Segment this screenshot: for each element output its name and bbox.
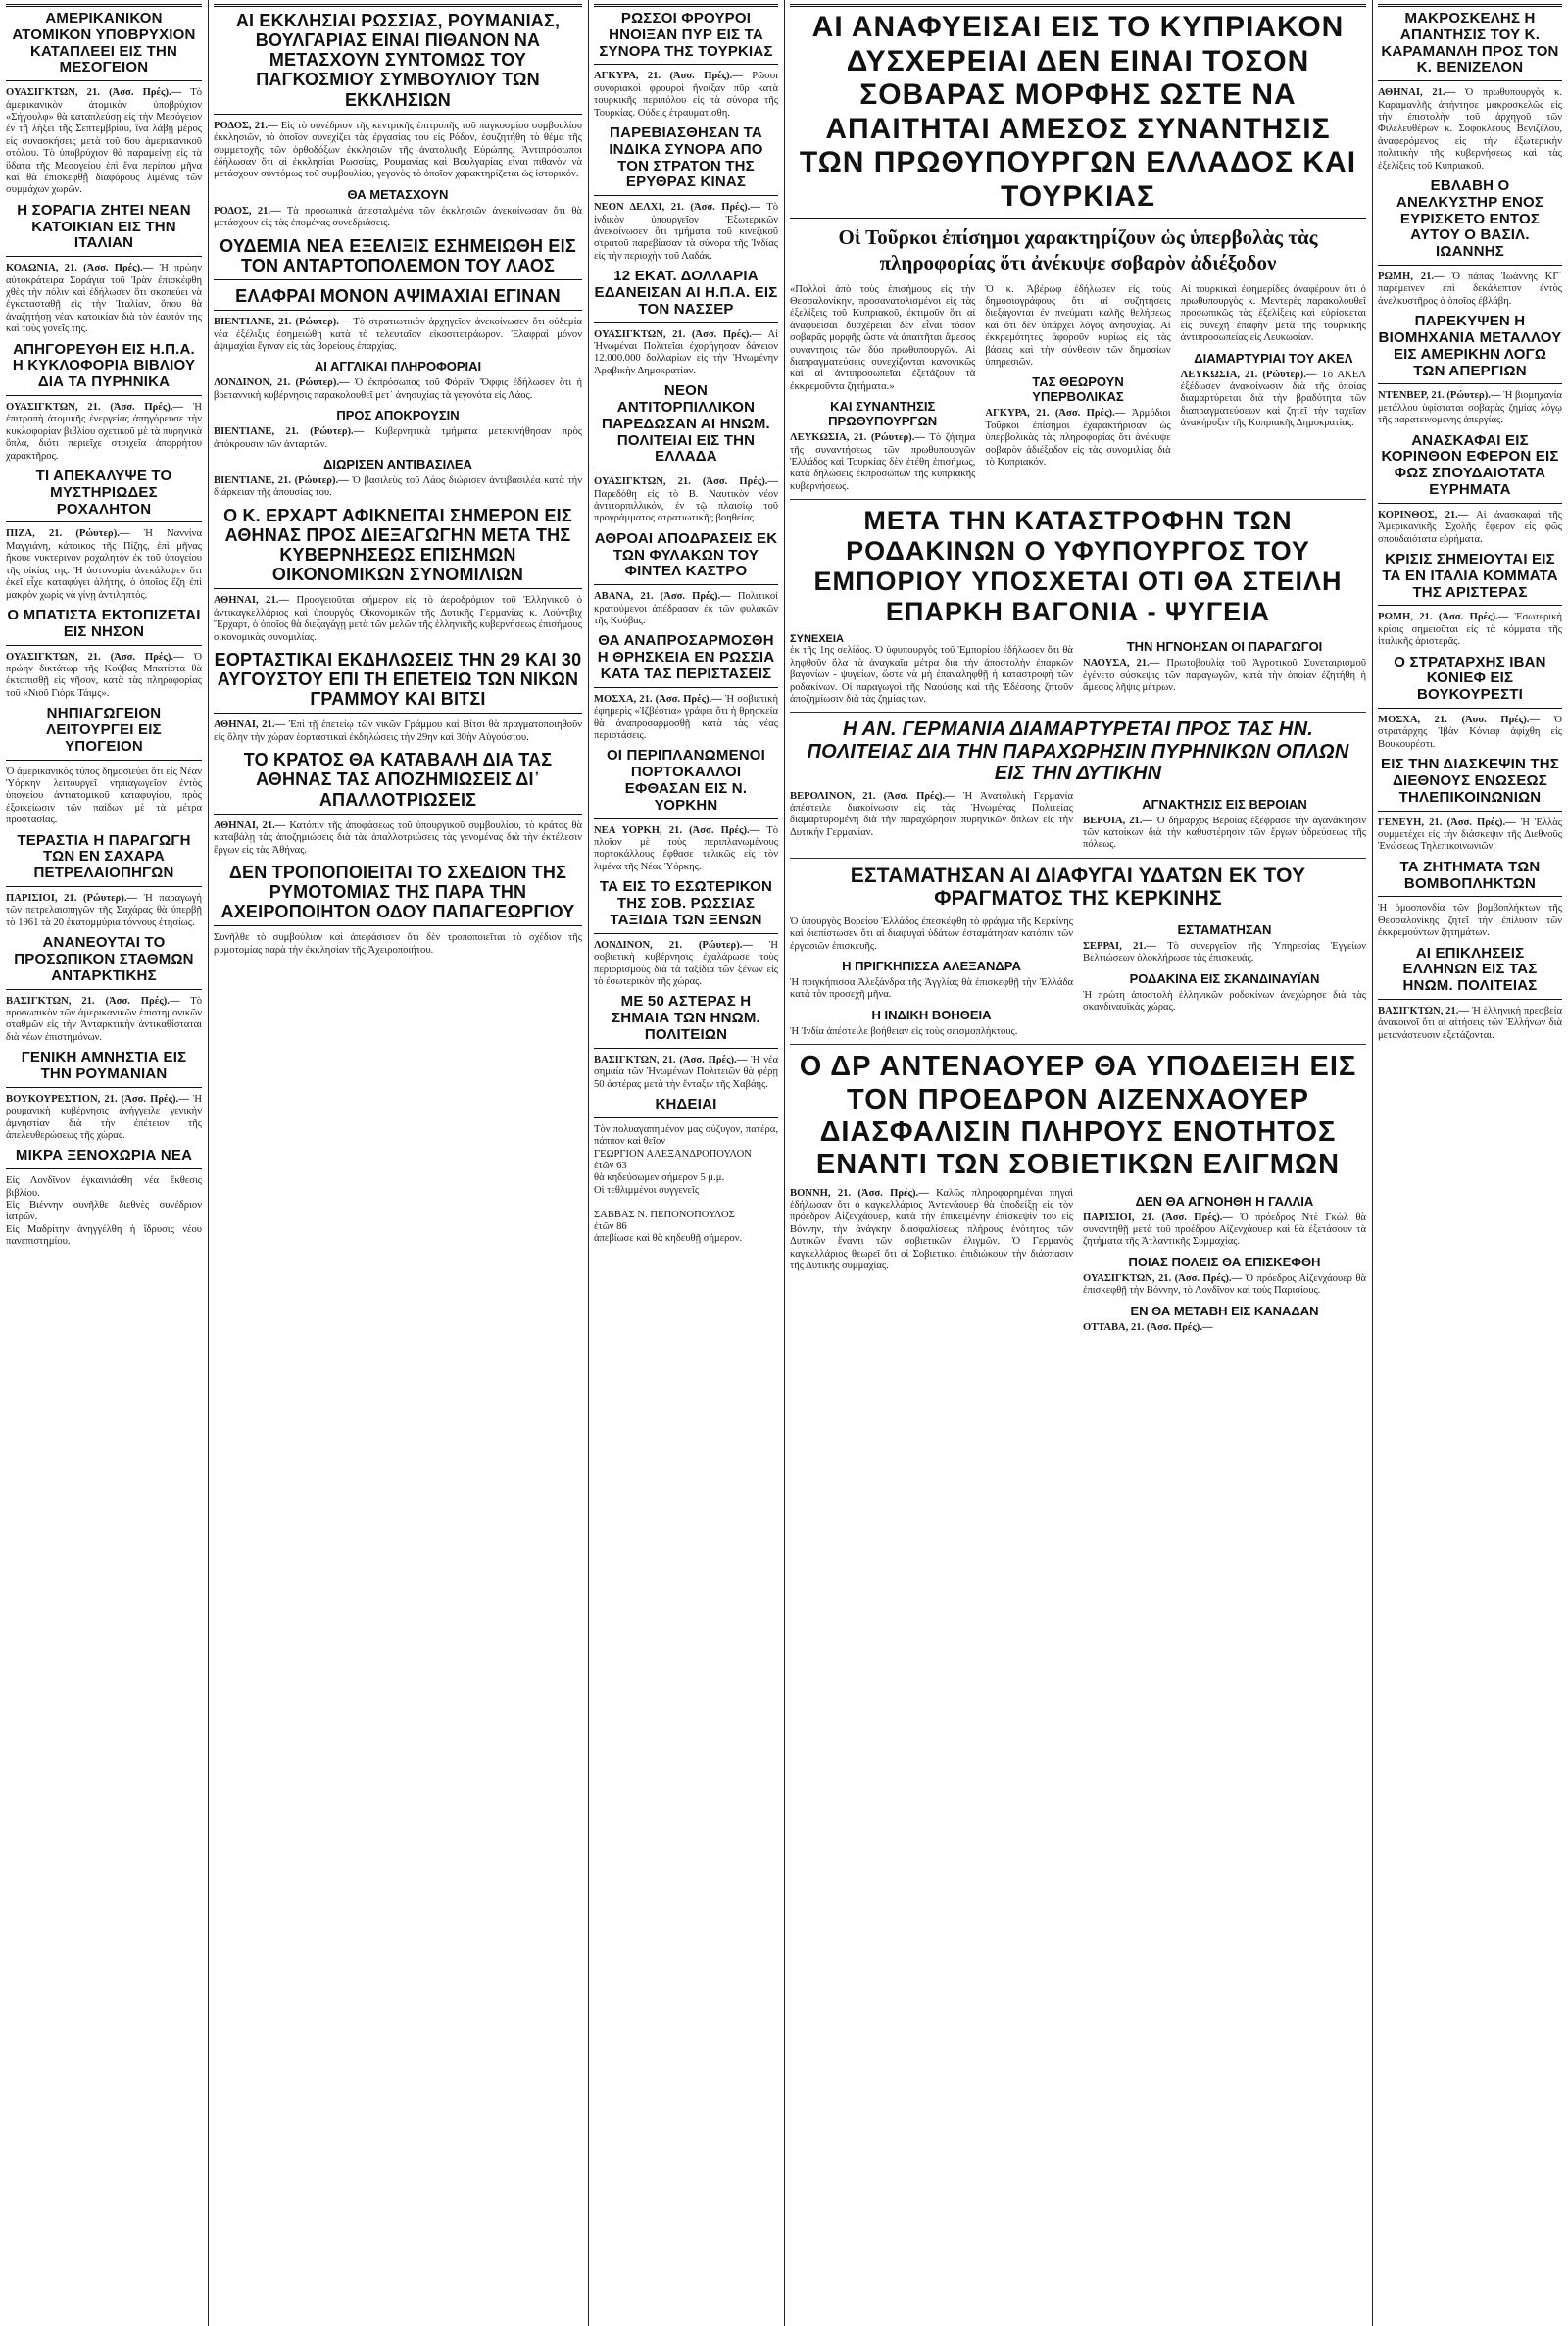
dateline: ΟΥΑΣΙΓΚΤΩΝ, 21. (Ἀσσ. Πρές).—	[6, 402, 184, 414]
article-body	[1378, 510, 1562, 546]
article-headline: ΑΠΗΓΟΡΕΥΘΗ ΕΙΣ Η.Π.Α. Η ΚΥΚΛΟΦΟΡΙΑ ΒΙΒΛΙΟΥ ΔΙΑ ΤΑ ΠΥΡΗΝΙΚΑ	[6, 342, 202, 396]
article-headline: ΓΕΝΙΚΗ ΑΜΝΗΣΤΙΑ ΕΙΣ ΤΗΝ ΡΟΥΜΑΝΙΑΝ	[6, 1050, 202, 1088]
lead-story	[790, 4, 1366, 493]
article-headline: ΕΙΣ ΤΗΝ ΔΙΑΣΚΕΨΙΝ ΤΗΣ ΔΙΕΘΝΟΥΣ ΕΝΩΣΕΩΣ ΤΗΛΕΠΙΚΟΙΝΩΝΙΩΝ	[1378, 757, 1562, 811]
article-headline: ΤΑ ΕΙΣ ΤΟ ΕΣΩΤΕΡΙΚΟΝ ΤΗΣ ΣΟΒ. ΡΩΣΣΙΑΣ ΤΑΞΙΔΙΑ ΤΩΝ ΞΕΝΩΝ	[594, 879, 778, 933]
lead-subhead: ΚΑΙ ΣΥΝΑΝΤΗΣΙΣ ΠΡΩΘΥΠΟΥΡΓΩΝ	[828, 399, 938, 429]
germany-subhead: ΑΓΝΑΚΤΗΣΙΣ ΕΙΣ ΒΕΡΟΙΑΝ	[1142, 796, 1307, 812]
article	[6, 608, 202, 700]
article	[1378, 655, 1562, 752]
article	[1378, 946, 1562, 1043]
kerkini-subhead: ΕΣΤΑΜΑΤΗΣΑΝ	[1177, 921, 1272, 937]
article	[214, 4, 582, 181]
dateline: ΚΟΛΩΝΙΑ, 21. (Ἀσσ. Πρές).—	[6, 263, 154, 274]
article-body	[6, 1094, 202, 1143]
dateline: ΡΟΔΟΣ, 21.—	[214, 120, 278, 131]
dateline: ΑΘΗΝΑΙ, 21.—	[1378, 87, 1456, 99]
article-headline: ΟΙ ΠΕΡΙΠΛΑΝΩΜΕΝΟΙ ΠΟΡΤΟΚΑΛΛΟΙ ΕΦΘΑΣΑΝ ΕΙΣ Ν. ΥΟΡΚΗΝ	[594, 748, 778, 818]
dateline: ΜΟΣΧΑ, 21. (Ἀσσ. Πρές).—	[1378, 715, 1541, 726]
column-2	[214, 0, 582, 2326]
article	[594, 879, 778, 988]
article-headline: ΡΩΣΣΟΙ ΦΡΟΥΡΟΙ ΗΝΟΙΞΑΝ ΠΥΡ ΕΙΣ ΤΑ ΣΥΝΟΡΑ ΤΗΣ ΤΟΥΡΚΙΑΣ	[594, 4, 778, 65]
article-text: Ἐσωτερικὴ κρίσις σημειοῦται εἰς τὰ κόμματα τῆς ἰταλικῆς ἀριστερᾶς.	[1378, 612, 1562, 648]
article	[1378, 860, 1562, 940]
article-body	[594, 202, 778, 263]
article-headline: ΤΙ ΑΠΕΚΑΛΥΨΕ ΤΟ ΜΥΣΤΗΡΙΩΔΕΣ ΡΟΧΑΛΗΤΟΝ	[6, 469, 202, 522]
article-text: Αἱ ἀνασκαφαὶ τῆς Ἀμερικανικῆς Σχολῆς ἔφερον εἰς φῶς σπουδαιότατα εὑρήματα.	[1378, 509, 1562, 545]
article-body	[214, 377, 582, 402]
article-body	[214, 206, 582, 230]
article-text: Τὰ προσωπικὰ ἀπεσταλμένα τῶν ἐκκλησιῶν ἀνεκοίνωσαν ὅτι θὰ μετάσχουν εἰς τὰς ἐπομένας συνεδριάσεις.	[214, 205, 582, 229]
article	[1378, 314, 1562, 426]
article	[6, 1148, 202, 1248]
article-headline: ΑΙ ΕΠΙΚΛΗΣΕΙΣ ΕΛΛΗΝΩΝ ΕΙΣ ΤΑΣ ΗΝΩΜ. ΠΟΛΙΤΕΙΑΣ	[1378, 946, 1562, 1000]
article-body	[214, 317, 582, 353]
dateline: ΝΤΕΝΒΕΡ, 21. (Ρώυτερ).—	[1378, 390, 1501, 402]
article-text: Ὁ πρώην δικτάτωρ τῆς Κούβας Μπατίστα θὰ ἐκτοπισθῇ εἰς νῆσον, κατὰ τὰς πληροφορίας τοῦ «Νιοῦ Γιὸρκ Τάιμς».	[6, 651, 202, 699]
dateline: ΑΓΚΥΡΑ, 21. (Ἀσσ. Πρές).—	[594, 71, 743, 82]
lead-subhead: ΔΙΑΜΑΡΤΥΡΙΑΙ ΤΟΥ ΑΚΕΛ	[1194, 350, 1353, 366]
article-text: Ὁ ἐκπρόσωπος τοῦ Φόρεϊν Ὄφφις ἐδήλωσεν ὅτι ἡ βρεταννικὴ κυβέρνησις παρακολουθεῖ μετ᾽ ἀνησυχίας τὰ γεγονότα εἰς Λάος.	[214, 377, 582, 401]
dateline: ΡΟΔΟΣ, 21.—	[214, 205, 281, 217]
article	[214, 359, 582, 402]
article	[6, 706, 202, 826]
article-body	[6, 1175, 202, 1248]
dateline: ΑΘΗΝΑΙ, 21.—	[214, 719, 286, 731]
dateline: ΟΥΑΣΙΓΚΤΩΝ, 21. (Ἀσσ. Πρές).—	[594, 476, 778, 488]
article-headline: ΑΝΑΣΚΑΦΑΙ ΕΙΣ ΚΟΡΙΝΘΟΝ ΕΦΕΡΟΝ ΕΙΣ ΦΩΣ ΣΠΟΥΔΑΙΟΤΑΤΑ ΕΥΡΗΜΑΤΑ	[1378, 433, 1562, 504]
kerkini-subhead: Η ΠΡΙΓΚΗΠΙΣΣΑ ΑΛΕΞΑΝΔΡΑ	[842, 959, 1021, 974]
article-text: Ἡ παραγωγὴ τῶν πετρελαιοπηγῶν τῆς Σαχάρας θὰ ὑπερβῇ τὸ 1961 τὰ 20 ἑκατομμύρια τόννους ἐτησίως.	[6, 892, 202, 928]
article-headline: ΑΜΕΡΙΚΑΝΙΚΟΝ ΑΤΟΜΙΚΟΝ ΥΠΟΒΡΥΧΙΟΝ ΚΑΤΑΠΛΕΕΙ ΕΙΣ ΤΗΝ ΜΕΣΟΓΕΙΟΝ	[6, 4, 202, 81]
article-body	[594, 476, 778, 525]
article-body	[6, 652, 202, 701]
article-subhead: ΠΡΟΣ ΑΠΟΚΡΟΥΣΙΝ	[336, 408, 460, 423]
adenauer-body: Ὁ πρόεδρος Ντὲ Γκὼλ θὰ συναντηθῇ μετὰ τοῦ προέδρου Αἰζενχάουερ καὶ θὰ ἐξετάσουν τὰ ζητήματα τῆς Ἀτλαντικῆς Συμμαχίας.	[1083, 1212, 1366, 1248]
adenauer-subhead: ΕΝ ΘΑ ΜΕΤΑΒΗ ΕΙΣ ΚΑΝΑΔΑΝ	[1130, 1303, 1319, 1318]
article-body	[1378, 1006, 1562, 1042]
article-headline: ΚΡΙΣΙΣ ΣΗΜΕΙΟΥΤΑΙ ΕΙΣ ΤΑ ΕΝ ΙΤΑΛΙΑ ΚΟΜΜΑΤΑ ΤΗΣ ΑΡΙΣΤΕΡΑΣ	[1378, 552, 1562, 606]
article-headline: ΜΕ 50 ΑΣΤΕΡΑΣ Η ΣΗΜΑΙΑ ΤΩΝ ΗΝΩΜ. ΠΟΛΙΤΕΙΩΝ	[594, 994, 778, 1048]
dateline: ΝΕΑ ΥΟΡΚΗ, 21. (Ἀσσ. Πρές).—	[594, 824, 760, 836]
column-rule	[1372, 0, 1373, 2326]
article-headline: ΤΟ ΚΡΑΤΟΣ ΘΑ ΚΑΤΑΒΑΛΗ ΔΙΑ ΤΑΣ ΑΘΗΝΑΣ ΤΑΣ ΑΠΟΖΗΜΙΩΣΕΙΣ ΔΙ᾽ ΑΠΑΛΛΟΤΡΙΩΣΕΙΣ	[214, 750, 582, 814]
adenauer-body: Καλῶς πληροφορημέναι πηγαὶ ἐδήλωσαν ὅτι ὁ καγκελλάριος Ἀντενάουερ θὰ ὑποδείξῃ εἰς τὸν πρόεδρον Αἰζενχάουερ, κατὰ τὴν ἐπικειμένην ἐπίσκεψίν του εἰς Βόννην, τὴν ἀνάγκην διασφαλίσεως πλήρους ἑνότητος τῶν Δυτικῶν ἔναντι τῶν σοβιετικῶν ἐλιγμῶν. Ὁ Γερμανὸς καγκελλάριος θεωρεῖ ὅτι οἱ Σοβιετικοὶ ἐπιδιώκουν τὴν διάσπασιν τῆς Δυτικῆς συμμαχίας.	[790, 1187, 1073, 1272]
column-1	[6, 0, 202, 2326]
article-text: Εἰς τὸ συνέδριον τῆς κεντρικῆς ἐπιτροπῆς τοῦ παγκοσμίου συμβουλίου ἐκκλησιῶν, τὸ ὁποῖον συνεχίζει τὰς ἐργασίας του εἰς Ρόδον, ἐσυζητήθη τὸ θέμα τῆς συμμετοχῆς τῶν ὀρθοδόξων ἐκκλησιῶν τῆς ἀνατολικῆς Εὐρώπης. Ἀντιπρόσωποι ἐδήλωσαν ὅτι αἱ ἐκκλησίαι Ρωσσίας, Ρουμανίας καὶ Βουλγαρίας εἶναι πιθανὸν νὰ μετάσχουν συντόμως τοῦ συμβουλίου, γεγονὸς τὸ ὁποῖον χαρακτηρίζεται ὡς ἱστορικόν.	[214, 120, 582, 180]
article	[214, 650, 582, 744]
article-body	[6, 528, 202, 601]
lead-headline: ΑΙ ΑΝΑΦΥΕΙΣΑΙ ΕΙΣ ΤΟ ΚΥΠΡΙΑΚΟΝ ΔΥΣΧΕΡΕΙΑΙ ΔΕΝ ΕΙΝΑΙ ΤΟΣΟΝ ΣΟΒΑΡΑΣ ΜΟΡΦΗΣ ΩΣΤΕ ΝΑ ΑΠΑΙΤΗΤΑΙ ΑΜΕΣΟΣ ΣΥΝΑΝΤΗΣΙΣ ΤΩΝ ΠΡΩΘΥΠΟΥΡΓΩΝ ΕΛΛΑΔΟΣ ΚΑΙ ΤΟΥΡΚΙΑΣ	[790, 4, 1366, 219]
article-text: Προσγειοῦται σήμερον εἰς τὸ ἀεροδρόμιον τοῦ Ἑλληνικοῦ ὁ ἀντικαγκελλάριος καὶ ὑπουργὸς Οἰκονομικῶν τῆς Δυτικῆς Γερμανίας κ. Λούντβιχ Ἔρχαρτ, ὁ ὁποῖος θὰ διεξαγάγῃ μετὰ τῶν μελῶν τῆς ἑλληνικῆς κυβερνήσεως ἐπισήμους οἰκονομικὰς συνομιλίας.	[214, 595, 582, 643]
column-3	[594, 0, 778, 2326]
dateline: ΑΓΚΥΡΑ, 21. (Ἀσσ. Πρές).—	[985, 408, 1126, 420]
lead-deck: Οἱ Τοῦρκοι ἐπίσημοι χαρακτηρίζουν ὡς ὑπερβολὰς τὰς πληροφορίας ὅτι ἀνέκυψε σοβαρὸν ἀδιέξοδον	[838, 225, 1318, 275]
article	[6, 469, 202, 602]
lead-body: Αἱ τουρκικαὶ ἐφημερίδες ἀναφέρουν ὅτι ὁ πρωθυπουργὸς κ. Μεντερὲς παρακολουθεῖ προσωπικῶς τὰς ἐξελίξεις καὶ εὑρίσκεται εἰς συνεχῆ ἐπαφὴν μετὰ τῆς τουρκικῆς ἀντιπροσωπείας εἰς Λευκωσίαν.	[1180, 283, 1366, 344]
adenauer-subhead: ΔΕΝ ΘΑ ΑΓΝΟΗΘΗ Η ΓΑΛΛΙΑ	[1135, 1193, 1314, 1209]
article-headline: Ο Κ. ΕΡΧΑΡΤ ΑΦΙΚΝΕΙΤΑΙ ΣΗΜΕΡΟΝ ΕΙΣ ΑΘΗΝΑΣ ΠΡΟΣ ΔΙΕΞΑΓΩΓΗΝ ΜΕΤΑ ΤΗΣ ΚΥΒΕΡΝΗΣΕΩΣ ΕΠΙΣΗΜΩΝ ΟΙΚΟΝΟΜΙΚΩΝ ΣΥΝΟΜΙΛΙΩΝ	[214, 506, 582, 590]
article	[214, 863, 582, 957]
article-text: Ἡ Ναννίνα Μαγγιάνη, κάτοικος τῆς Πίζης, ἐπὶ μῆνας ἤκουε νυκτερινὸν ροχαλητὸν ἐκ τοῦ ὑπογείου τῆς οἰκίας της. Ἡ ἀστυνομία ἀνεκάλυψεν ὅτι ἐκεῖ εἶχε καταφύγει ἀλήτης, ὁ ὁποῖος ἔζη ἐπὶ μακρὸν χωρὶς νὰ γίνῃ ἀντιληπτός.	[6, 528, 202, 601]
dateline: ΚΟΡΙΝΘΟΣ, 21.—	[1378, 509, 1469, 520]
article-body	[214, 820, 582, 857]
article	[1378, 552, 1562, 649]
article-text: Πολιτικοὶ κρατούμενοι ἀπέδρασαν ἐκ τῶν φυλακῶν τῆς Κούβας.	[594, 591, 778, 627]
article-headline: ΜΑΚΡΟΣΚΕΛΗΣ Η ΑΠΑΝΤΗΣΙΣ ΤΟΥ Κ. ΚΑΡΑΜΑΝΛΗ ΠΡΟΣ ΤΟΝ Κ. ΒΕΝΙΖΕΛΟΝ	[1378, 4, 1562, 81]
article-text: Ἡ σοβιετικὴ κυβέρνησις ἐχαλάρωσε τοὺς περιορισμοὺς διὰ τὰ ταξίδια τῶν ξένων εἰς τὸ ἐσωτερικὸν τῆς χώρας.	[594, 939, 778, 987]
article	[594, 4, 778, 120]
column-rule	[208, 0, 209, 2326]
article-headline: ΟΥΔΕΜΙΑ ΝΕΑ ΕΞΕΛΙΞΙΣ ΕΣΗΜΕΙΩΘΗ ΕΙΣ ΤΟΝ ΑΝΤΑΡΤΟΠΟΛΕΜΟΝ ΤΟΥ ΛΑΟΣ	[214, 236, 582, 280]
article-body	[214, 719, 582, 744]
article-body	[1378, 87, 1562, 173]
article	[1378, 433, 1562, 546]
article-text: Ὁ βασιλεὺς τοῦ Λάος διώρισεν ἀντιβασιλέα κατὰ τὴν διάρκειαν τῆς ἀπουσίας του.	[214, 474, 582, 499]
article	[6, 342, 202, 463]
article-headline: ΠΑΡΕΒΙΑΣΘΗΣΑΝ ΤΑ ΙΝΔΙΚΑ ΣΥΝΟΡΑ ΑΠΟ ΤΟΝ ΣΤΡΑΤΟΝ ΤΗΣ ΕΡΥΘΡΑΣ ΚΙΝΑΣ	[594, 125, 778, 196]
article	[1378, 757, 1562, 854]
germany-body: Ἡ Ἀνατολικὴ Γερμανία ἀπέστειλε διακοίνωσιν εἰς τὰς Ἡνωμένας Πολιτείας διαμαρτυρομένη διὰ τὴν παραχώρησιν πυρηνικῶν ὅπλων εἰς τὴν Δυτικὴν Γερμανίαν.	[790, 790, 1073, 838]
article-body	[214, 121, 582, 181]
article-text: Ὁ πρωθυπουργὸς κ. Καραμανλῆς ἀπήντησε μακροσκελῶς εἰς τὴν ἐπιστολὴν τοῦ ἀρχηγοῦ τῶν Φιλελευθέρων κ. Σοφοκλέους Βενιζέλου, ἀναφερόμενος εἰς τὴν ἐξωτερικὴν πολιτικὴν τῆς κυβερνήσεως καὶ τὰς ἐξελίξεις τοῦ Κυπριακοῦ.	[1378, 87, 1562, 172]
article	[214, 187, 582, 230]
dateline: ΝΑΟΥΣΑ, 21.—	[1083, 658, 1160, 669]
article-text: Ἡ νέα σημαία τῶν Ἡνωμένων Πολιτειῶν θὰ φέρῃ 50 ἀστέρας μετὰ τὴν ἔνταξιν τῆς Χαβάης.	[594, 1054, 778, 1090]
continued-label: ΣΥΝΕΧΕΙΑ	[790, 633, 844, 646]
article-headline: ΠΑΡΕΚΥΨΕΝ Η ΒΙΟΜΗΧΑΝΙΑ ΜΕΤΑΛΛΟΥ ΕΙΣ ΑΜΕΡΙΚΗΝ ΛΟΓΩ ΤΩΝ ΑΠΕΡΓΙΩΝ	[1378, 314, 1562, 384]
article-body	[6, 402, 202, 463]
dateline: ΒΟΥΚΟΥΡΕΣΤΙΟΝ, 21. (Ἀσσ. Πρές).—	[6, 1093, 189, 1105]
adenauer-headline: Ο ΔΡ ΑΝΤΕΝΑΟΥΕΡ ΘΑ ΥΠΟΔΕΙΞΗ ΕΙΣ ΤΟΝ ΠΡΟΕΔΡΟΝ ΑΙΖΕΝΧΑΟΥΕΡ ΔΙΑΣΦΑΛΙΣΙΝ ΠΛΗΡΟΥΣ ΕΝΟΤΗΤΟΣ ΕΝΑΝΤΙ ΤΩΝ ΣΟΒΙΕΤΙΚΩΝ ΕΛΙΓΜΩΝ	[799, 1051, 1357, 1181]
article-text: Ρῶσοι συνοριακοὶ φρουροὶ ἤνοιξαν πῦρ κατὰ τουρκικῆς περιπόλου εἰς τὰ σύνορα τῆς Τουρκίας. Οὐδεὶς ἐτραυματίσθη.	[594, 71, 778, 119]
article-text: Ὁ ἀμερικανικὸς τύπος δημοσιεύει ὅτι εἰς Νέαν Ὑόρκην λειτουργεῖ νηπιαγωγεῖον ἐντὸς ὑπογείου ἀντιατομικοῦ καταφυγίου, πρὸς ἐξοικείωσιν τῶν παίδων μὲ τὰ μέτρα προστασίας.	[6, 766, 202, 826]
article-body	[594, 591, 778, 627]
article-text: Ἡ ὁμοσπονδία τῶν βομβοπλήκτων τῆς Θεσσαλονίκης ζητεῖ τὴν ἐπίλυσιν τῶν ἐκκρεμούντων ζητημάτων.	[1378, 903, 1562, 939]
article-headline: ΑΙ ΕΚΚΛΗΣΙΑΙ ΡΩΣΣΙΑΣ, ΡΟΥΜΑΝΙΑΣ, ΒΟΥΛΓΑΡΙΑΣ ΕΙΝΑΙ ΠΙΘΑΝΟΝ ΝΑ ΜΕΤΑΣΧΟΥΝ ΣΥΝΤΟΜΩΣ ΤΟΥ ΠΑΓΚΟΣΜΙΟΥ ΣΥΜΒΟΥΛΙΟΥ ΤΩΝ ΕΚΚΛΗΣΙΩΝ	[214, 4, 582, 115]
article-text: Συνῆλθε τὸ συμβούλιον καὶ ἀπεφάσισεν ὅτι δὲν τροποποιεῖται τὸ σχέδιον τῆς ρυμοτομίας παρὰ τὴν ἐκκλησίαν τῆς Ἀχειροποιήτου.	[214, 932, 582, 956]
article	[6, 4, 202, 197]
article-text: Ἡ ρουμανικὴ κυβέρνησις ἀνήγγειλε γενικὴν ἀμνηστίαν διὰ τὴν ἐπέτειον τῆς ἀπελευθερώσεως τῆς χώρας.	[6, 1093, 202, 1141]
kerkini-body: Ὁ ὑπουργὸς Βορείου Ἑλλάδος ἐπεσκέφθη τὸ φράγμα τῆς Κερκίνης καὶ διεπίστωσεν ὅτι αἱ διαφυγαὶ ὑδάτων ἐσταμάτησαν κατόπιν τῶν ἐργασιῶν ἐπισκευῆς.	[790, 916, 1073, 952]
dateline: ΛΕΥΚΩΣΙΑ, 21. (Ρώυτερ).—	[790, 432, 925, 444]
kerkini-body: Ἡ Ἰνδία ἀπέστειλε βοήθειαν εἰς τοὺς σεισμοπλήκτους.	[790, 1025, 1018, 1037]
dateline: ΒΑΣΙΓΚΤΩΝ, 21. (Ἀσσ. Πρές).—	[594, 1054, 748, 1065]
main-area	[790, 0, 1366, 2326]
kerkini-subhead: Η ΙΝΔΙΚΗ ΒΟΗΘΕΙΑ	[871, 1007, 992, 1022]
article	[594, 748, 778, 873]
article	[6, 1050, 202, 1142]
article-text: Ἡ βιομηχανία μετάλλου ὑφίσταται σοβαρὰς ζημίας λόγῳ τῆς παρατεινομένης ἀπεργίας.	[1378, 390, 1562, 426]
article-body	[6, 996, 202, 1045]
article-text: Ἐπὶ τῇ ἐπετείῳ τῶν νικῶν Γράμμου καὶ Βίτσι θὰ πραγματοποιηθοῦν εἰς ὅλην τὴν χώραν ἑορταστικαὶ ἐκδηλώσεις τὴν 29ην καὶ 30ὴν Αὐγούστου.	[214, 719, 582, 743]
peaches-body: ἐκ τῆς 1ης σελίδος. Ὁ ὑφυπουργὸς τοῦ Ἐμπορίου ἐδήλωσεν ὅτι θὰ ληφθοῦν ὅλα τὰ ἀναγκαῖα μέτρα διὰ τὴν ἀποστολὴν ἐπαρκῶν βαγονίων - ψυγείων, ὥστε νὰ μὴ ἐπαναληφθῇ ἡ καταστροφὴ τῶν ροδακίνων. Οἱ παραγωγοὶ τῆς Ναούσης καὶ τῆς Ἐδέσσης ζητοῦν ἀποζημίωσιν διὰ τὰς ζημίας των.	[790, 645, 1073, 705]
lead-body: Ἀρμόδιοι Τοῦρκοι ἐπίσημοι ἐχαρακτήρισαν ὡς ὑπερβολικὰς τὰς πληροφορίας ὅτι ἀνέκυψε σοβαρὸν ἀδιέξοδον εἰς τὰς συνομιλίας διὰ τὸ Κυπριακόν.	[985, 408, 1171, 468]
peaches-headline: ΜΕΤΑ ΤΗΝ ΚΑΤΑΣΤΡΟΦΗΝ ΤΩΝ ΡΟΔΑΚΙΝΩΝ Ο ΥΦΥΠΟΥΡΓΟΣ ΤΟΥ ΕΜΠΟΡΙΟΥ ΥΠΟΣΧΕΤΑΙ ΟΤΙ ΘΑ ΣΤΕΙΛΗ ΕΠΑΡΚΗ ΒΑΓΟΝΙΑ - ΨΥΓΕΙΑ	[813, 506, 1343, 627]
article	[594, 994, 778, 1091]
article-headline: ΘΑ ΑΝΑΠΡΟΣΑΡΜΟΣΘΗ Η ΘΡΗΣΚΕΙΑ ΕΝ ΡΩΣΣΙΑ ΚΑΤΑ ΤΑΣ ΠΕΡΙΣΤΑΣΕΙΣ	[594, 633, 778, 687]
article-text: Παρεδόθη εἰς τὸ Β. Ναυτικὸν νέον ἀντιτορπιλλικόν, ἐν τῷ πλαισίῳ τοῦ προγράμματος στρατιωτικῆς βοηθείας.	[594, 488, 778, 524]
dateline: ΠΑΡΙΣΙΟΙ, 21. (Ἀσσ. Πρές).—	[1083, 1212, 1233, 1223]
dateline: ΑΘΗΝΑΙ, 21.—	[214, 595, 289, 607]
column-6	[1378, 0, 1562, 2326]
lead-subhead: ΤΑΣ ΘΕΩΡΟΥΝ ΥΠΕΡΒΟΛΙΚΑΣ	[1032, 374, 1124, 405]
article	[594, 1097, 778, 1246]
adenauer-story	[790, 1051, 1366, 1334]
article	[214, 750, 582, 857]
article-headline: ΜΙΚΡΑ ΞΕΝΟΧΩΡΙΑ ΝΕΑ	[6, 1148, 202, 1169]
dateline: ΣΕΡΡΑΙ, 21.—	[1083, 940, 1156, 952]
adenauer-subhead: ΠΟΙΑΣ ΠΟΛΕΙΣ ΘΑ ΕΠΙΣΚΕΦΘΗ	[1128, 1254, 1321, 1269]
article-headline: ΔΕΝ ΤΡΟΠΟΠΟΙΕΙΤΑΙ ΤΟ ΣΧΕΔΙΟΝ ΤΗΣ ΡΥΜΟΤΟΜΙΑΣ ΤΗΣ ΠΑΡΑ ΤΗΝ ΑΧΕΙΡΟΠΟΙΗΤΟΝ ΟΔΟΥ ΠΑΠΑΓΕΩΡΓΙΟΥ	[214, 863, 582, 926]
article-text: Ἡ Ἑλλὰς συμμετέχει εἰς τὴν διάσκεψιν τῆς Διεθνοῦς Ἑνώσεως Τηλεπικοινωνιῶν.	[1378, 817, 1562, 853]
article	[1378, 4, 1562, 173]
article-text: Ἡ σοβιετικὴ ἐφημερὶς «Ἰζβέστια» γράφει ὅτι ἡ θρησκεία θὰ ἀναπροσαρμοσθῇ κατὰ τὰς νέας περιστάσεις.	[594, 693, 778, 742]
article-text: Ὁ στρατάρχης Ἰβὰν Κόνιεφ ἀφίχθη εἰς Βουκουρέστι.	[1378, 715, 1562, 750]
article-headline: Ο ΣΤΡΑΤΑΡΧΗΣ ΙΒΑΝ ΚΟΝΙΕΦ ΕΙΣ ΒΟΥΚΟΥΡΕΣΤΙ	[1378, 655, 1562, 709]
dateline: ΒΙΕΝΤΙΑΝΕ, 21. (Ρώυτερ).—	[214, 426, 365, 438]
article-body	[214, 932, 582, 957]
article-text: Εἰς Λονδῖνον ἐγκαινιάσθη νέα ἔκθεσις βιβλίου. Εἰς Βιέννην συνῆλθε διεθνὲς συνέδριον ἰατρῶν. Εἰς Μαδρίτην ἀνηγγέλθη ἡ ἵδρυσις νέου πανεπιστημίου.	[6, 1175, 202, 1248]
article-body	[214, 426, 582, 451]
peaches-story	[790, 506, 1366, 706]
article-subhead: ΔΙΩΡΙΣΕΝ ΑΝΤΙΒΑΣΙΛΕΑ	[323, 456, 472, 471]
dateline: ΟΥΑΣΙΓΚΤΩΝ, 21. (Ἀσσ. Πρές).—	[6, 87, 182, 99]
dateline: ΒΙΕΝΤΙΑΝΕ, 21. (Ρώυτερ).—	[214, 317, 350, 328]
dateline: ΡΩΜΗ, 21. (Ἀσσ. Πρές).—	[1378, 612, 1509, 623]
article	[214, 457, 582, 500]
article-body	[594, 1055, 778, 1091]
article-body	[594, 694, 778, 743]
article-body	[594, 329, 778, 378]
article	[594, 531, 778, 628]
article-text: Ἡ ἐπιτροπὴ ἀτομικῆς ἐνεργείας ἀπηγόρευσε τὴν κυκλοφορίαν βιβλίου σχετικοῦ μὲ τὰ πυρηνικὰ ὅπλα, διότι περιεῖχε στοιχεῖα ἀπορρήτου χαρακτῆρος.	[6, 402, 202, 462]
article-text: Ὁ πάπας Ἰωάννης ΚΓ΄ παρέμεινεν ἐπὶ δεκάλεπτον ἐντὸς ἀνελκυστῆρος ὁ ὁποῖος ἐβλάβη.	[1378, 272, 1562, 307]
article	[214, 506, 582, 644]
dateline: ΒΑΣΙΓΚΤΩΝ, 21.—	[1378, 1006, 1469, 1017]
kerkini-body: Τὸ συνεργεῖον τῆς Ὑπηρεσίας Ἐγγείων Βελτιώσεων ὁλοκλήρωσε τὰς ἐπισκευάς.	[1083, 940, 1366, 965]
article-text: Τὸ στρατιωτικὸν ἀρχηγεῖον ἀνεκοίνωσεν ὅτι οὐδεμία νέα ἐξέλιξις ἐσημειώθη κατὰ τὸ τελευταῖον εἰκοσιτετράωρον. Ἐλαφραὶ μόνον ἀψιμαχίαι ἔγιναν εἰς τὰς βορείους ἐπαρχίας.	[214, 317, 582, 352]
kerkini-story	[790, 865, 1366, 1038]
lead-body: Τὸ ζήτημα τῆς συναντήσεως τῶν πρωθυπουργῶν Ἑλλάδος καὶ Τουρκίας δὲν ἐτέθη ἐπισήμως, κατὰ δηλώσεις ἐκπροσώπων τῆς κυπριακῆς κυβερνήσεως.	[790, 432, 976, 492]
article-headline: Ο ΜΠΑΤΙΣΤΑ ΕΚΤΟΠΙΖΕΤΑΙ ΕΙΣ ΝΗΣΟΝ	[6, 608, 202, 646]
article-body	[1378, 903, 1562, 939]
dateline: ΟΥΑΣΙΓΚΤΩΝ, 21. (Ἀσσ. Πρές).—	[6, 651, 184, 663]
article-body	[594, 825, 778, 874]
article-text: Ἡ ἑλληνικὴ πρεσβεία ἀνακοινοῖ ὅτι αἱ αἰτήσεις τῶν Ἑλλήνων διὰ μετανάστευσιν ἐξετάζονται.	[1378, 1006, 1562, 1041]
article	[6, 833, 202, 930]
kerkini-body: Ἡ πριγκήπισσα Ἀλεξάνδρα τῆς Ἀγγλίας θὰ ἐπισκεφθῇ τὴν Ἑλλάδα κατὰ τὸν προσεχῆ μῆνα.	[790, 977, 1073, 1001]
column-rule	[588, 0, 589, 2326]
article-body	[214, 475, 582, 500]
peaches-subhead: ΤΗΝ ΗΓΝΟΗΣΑΝ ΟΙ ΠΑΡΑΓΩΓΟΙ	[1126, 639, 1323, 655]
germany-headline: Η ΑΝ. ΓΕΡΜΑΝΙΑ ΔΙΑΜΑΡΤΥΡΕΤΑΙ ΠΡΟΣ ΤΑΣ ΗΝ. ΠΟΛΙΤΕΙΑΣ ΔΙΑ ΤΗΝ ΠΑΡΑΧΩΡΗΣΙΝ ΠΥΡΗΝΙΚΩΝ ΟΠΛΩΝ ΕΙΣ ΤΗΝ ΔΥΤΙΚΗΝ	[807, 718, 1349, 785]
article-headline: ΝΗΠΙΑΓΩΓΕΙΟΝ ΛΕΙΤΟΥΡΓΕΙ ΕΙΣ ΥΠΟΓΕΙΟΝ	[6, 706, 202, 760]
article-body	[1378, 390, 1562, 426]
kerkini-subhead: ΡΟΔΑΚΙΝΑ ΕΙΣ ΣΚΑΝΔΙΝΑΥΪΑΝ	[1129, 970, 1320, 986]
germany-body: Ὁ δήμαρχος Βεροίας ἐξέφρασε τὴν ἀγανάκτησιν τῶν κατοίκων διὰ τὴν καθυστέρησιν τῶν ἔργων ὑδρεύσεως τῆς πόλεως.	[1083, 815, 1366, 851]
article-body	[594, 940, 778, 989]
adenauer-body: Ὁ πρόεδρος Αἰζενχάουερ θὰ ἐπισκεφθῇ τὴν Βόννην, τὸ Λονδῖνον καὶ τοὺς Παρισίους.	[1083, 1272, 1366, 1297]
article-body	[6, 893, 202, 929]
article-headline: ΝΕΟΝ ΑΝΤΙΤΟΡΠΙΛΛΙΚΟΝ ΠΑΡΕΔΩΣΑΝ ΑΙ ΗΝΩΜ. ΠΟΛΙΤΕΙΑΙ ΕΙΣ ΤΗΝ ΕΛΛΑΔΑ	[594, 383, 778, 470]
article-text: Τὸ ἰνδικὸν ὑπουργεῖον Ἐξωτερικῶν ἀνεκοίνωσεν ὅτι τμήματα τοῦ κινεζικοῦ στρατοῦ παρεβίασαν τὰ σύνορα τῆς Ἰνδίας εἰς τὴν περιοχὴν τοῦ Λαδάκ.	[594, 202, 778, 262]
article-body	[1378, 612, 1562, 648]
article-body	[214, 595, 582, 644]
column-rule	[784, 0, 785, 2326]
article-text: Κυβερνητικὰ τμήματα μετεκινήθησαν πρὸς ἀπόκρουσιν τῶν ἀνταρτῶν.	[214, 426, 582, 450]
article-headline: ΕΒΛΑΒΗ Ο ΑΝΕΛΚΥΣΤΗΡ ΕΝΟΣ ΕΥΡΙΣΚΕΤΟ ΕΝΤΟΣ ΑΥΤΟΥ Ο ΒΑΣΙΛ. ΙΩΑΝΝΗΣ	[1378, 178, 1562, 266]
dateline: ΛΟΝΔΙΝΟΝ, 21. (Ρώυτερ).—	[594, 939, 753, 951]
article-body	[1378, 272, 1562, 308]
article-text: Τὸ ἀμερικανικὸν ἀτομικὸν ὑποβρύχιον «Σήγουλφ» θὰ καταπλεύσῃ εἰς τὴν Μεσόγειον ἐν τῇ λήξει τῆς Σεπτεμβρίου, ἵνα λάβῃ μέρος εἰς συνασκήσεις μετὰ τοῦ 6ου ἀμερικανικοῦ στόλου. Τὸ ὑποβρύχιον θὰ παραμείνῃ εἰς τὰ ὕδατα τῆς Μεσογείου ἐπὶ ἕνα περίπου μῆνα καὶ θὰ ἐπισκεφθῇ διαφόρους λιμένας τῶν συμμάχων χωρῶν.	[6, 87, 202, 196]
article-body	[1378, 817, 1562, 854]
article-body	[6, 263, 202, 335]
article-headline: Η ΣΟΡΑΓΙΑ ΖΗΤΕΙ ΝΕΑΝ ΚΑΤΟΙΚΙΑΝ ΕΙΣ ΤΗΝ ΙΤΑΛΙΑΝ	[6, 203, 202, 257]
article	[594, 633, 778, 742]
dateline: ΟΥΑΣΙΓΚΤΩΝ, 21. (Ἀσσ. Πρές).—	[594, 328, 762, 340]
article-body	[6, 767, 202, 827]
article-headline: ΚΗΔΕΙΑΙ	[594, 1097, 778, 1118]
article-body	[594, 71, 778, 120]
dateline: ΠΑΡΙΣΙΟΙ, 21. (Ρώυτερ).—	[6, 892, 138, 904]
article-text: Αἱ Ἡνωμέναι Πολιτεῖαι ἐχορήγησαν δάνειον 12.000.000 δολλαρίων εἰς τὴν Ἡνωμένην Ἀραβικὴν Δημοκρατίαν.	[594, 328, 778, 376]
dateline: ΡΩΜΗ, 21.—	[1378, 272, 1445, 283]
dateline: ΒΕΡΟΛΙΝΟΝ, 21. (Ἀσσ. Πρές).—	[790, 790, 956, 802]
dateline: ΛΕΥΚΩΣΙΑ, 21. (Ρώυτερ).—	[1180, 369, 1317, 380]
article-text: Κατόπιν τῆς ἀποφάσεως τοῦ ὑπουργικοῦ συμβουλίου, τὸ κράτος θὰ καταβάλῃ τὰς ἀποζημιώσεις διὰ τὰς ἀπαλλοτριώσεις τὰς γενομένας διὰ τὴν ἐκτέλεσιν ἔργων εἰς τὰς Ἀθήνας.	[214, 819, 582, 856]
germany-story	[790, 718, 1366, 851]
article	[214, 236, 582, 354]
article-subhead: ΑΙ ΑΓΓΛΙΚΑΙ ΠΛΗΡΟΦΟΡΙΑΙ	[314, 359, 482, 374]
dateline: ΝΕΟΝ ΔΕΛΧΙ, 21. (Ἀσσ. Πρές).—	[594, 202, 760, 214]
lead-body: Τὸ ΑΚΕΛ ἐξέδωσεν ἀνακοίνωσιν διὰ τῆς ὁποίας διαμαρτύρεται διὰ τὴν βραδύτητα τῶν διαπραγματεύσεων καὶ ζητεῖ τὴν ταχεῖαν ἀνακήρυξιν τῆς Κυπριακῆς Δημοκρατίας.	[1180, 369, 1366, 429]
article-headline: ΤΑ ΖΗΤΗΜΑΤΑ ΤΩΝ ΒΟΜΒΟΠΛΗΚΤΩΝ	[1378, 860, 1562, 898]
article	[6, 935, 202, 1044]
dateline: ΟΤΤΑΒΑ, 21. (Ἀσσ. Πρές).—	[1083, 1321, 1213, 1333]
article	[594, 269, 778, 377]
dateline: ΛΟΝΔΙΝΟΝ, 21. (Ρώυτερ).—	[214, 377, 350, 389]
article-text: Τὸν πολυαγαπημένον μας σύζυγον, πατέρα, πάππον καὶ θεῖον ΓΕΩΡΓΙΟΝ ΑΛΕΞΑΝΔΡΟΠΟΥΛΟΝ ἐτῶν 63 θὰ κηδεύσωμεν σήμερον 5 μ.μ. Οἱ τεθλιμμένοι συγγενεῖς ΣΑΒΒΑΣ Ν. ΠΕΠΟΝΟΠΟΥΛΟΣ ἐτῶν 86 ἀπεβίωσε καὶ θὰ κηδευθῇ σήμερον.	[594, 1123, 778, 1245]
kerkini-body: Ἡ πρώτη ἀποστολὴ ἑλληνικῶν ροδακίνων ἀνεχώρησε διὰ τὰς σκανδιναυϊκὰς χώρας.	[1083, 989, 1366, 1014]
article-deck: ΕΛΑΦΡΑΙ ΜΟΝΟΝ ΑΨΙΜΑΧΙΑΙ ΕΓΙΝΑΝ	[214, 286, 582, 311]
article	[594, 383, 778, 525]
article-subhead: ΘΑ ΜΕΤΑΣΧΟΥΝ	[347, 186, 449, 202]
lead-body: «Πολλοὶ ἀπὸ τοὺς ἐπισήμους εἰς τὴν Θεσσαλονίκην, προσανατολισμένοι εἰς τὰς ἐξελίξεις τοῦ Κυπριακοῦ, ἐκτιμοῦν ὅτι αἱ ἀναφυεῖσαι δυσχέρειαι δὲν εἶναι τόσον σοβαρᾶς μορφῆς ὥστε νὰ ἀπαιτῆται ἄμεσος συνάντησις τῶν δύο πρωθυπουργῶν. Αἱ διαπραγματεύσεις συνεχίζονται κανονικῶς καὶ αἱ ἀντιπροσωπεῖαι ἐξετάζουν τὰ ἐκκρεμοῦντα ζητήματα.»	[790, 283, 976, 392]
article-headline: ΤΕΡΑΣΤΙΑ Η ΠΑΡΑΓΩΓΗ ΤΩΝ ΕΝ ΣΑΧΑΡΑ ΠΕΤΡΕΛΑΙΟΠΗΓΩΝ	[6, 833, 202, 887]
dateline: ΠΙΖΑ, 21. (Ρώυτερ).—	[6, 528, 130, 540]
dateline: ΒΟΝΝΗ, 21. (Ἀσσ. Πρές).—	[790, 1187, 929, 1199]
lead-body: Ὁ κ. Ἀβέρωφ ἐδήλωσεν εἰς τοὺς δημοσιογράφους ὅτι αἱ συζητήσεις διεξάγονται ἐν πνεύματι καλῆς θελήσεως καὶ ὅτι δὲν ὑπάρχει λόγος ἀνησυχίας. Αἱ ἐκκρεμότητες ἀφοροῦν κυρίως εἰς τὰς βάσεις καὶ τὴν σύνθεσιν τῶν δημοσίων ὑπηρεσιῶν.	[985, 283, 1171, 368]
dateline: ΒΕΡΟΙΑ, 21.—	[1083, 815, 1153, 826]
article-headline: 12 ΕΚΑΤ. ΔΟΛΛΑΡΙΑ ΕΔΑΝΕΙΣΑΝ ΑΙ Η.Π.Α. ΕΙΣ ΤΟΝ ΝΑΣΣΕΡ	[594, 269, 778, 322]
dateline: ΒΑΣΙΓΚΤΩΝ, 21. (Ἀσσ. Πρές).—	[6, 995, 180, 1007]
article-body	[1378, 715, 1562, 751]
dateline: ΟΥΑΣΙΓΚΤΩΝ, 21. (Ἀσσ. Πρές).—	[1083, 1272, 1243, 1284]
dateline: ΒΙΕΝΤΙΑΝΕ, 21. (Ρώυτερ).—	[214, 474, 349, 486]
article	[214, 408, 582, 451]
article	[6, 203, 202, 336]
article	[594, 125, 778, 263]
peaches-body: Πρωτοβουλίᾳ τοῦ Ἀγροτικοῦ Συνεταιρισμοῦ ἐγένετο σύσκεψις τῶν παραγωγῶν, κατὰ τὴν ὁποίαν ἐζητήθη ἡ ἄμεσος λῆψις μέτρων.	[1083, 658, 1366, 694]
article-body	[594, 1124, 778, 1246]
kerkini-headline: ΕΣΤΑΜΑΤΗΣΑΝ ΑΙ ΔΙΑΦΥΓΑΙ ΥΔΑΤΩΝ ΕΚ ΤΟΥ ΦΡΑΓΜΑΤΟΣ ΤΗΣ ΚΕΡΚΙΝΗΣ	[850, 864, 1306, 911]
dateline: ΓΕΝΕΥΗ, 21. (Ἀσσ. Πρές).—	[1378, 817, 1516, 828]
article-headline: ΑΝΑΝΕΟΥΤΑΙ ΤΟ ΠΡΟΣΩΠΙΚΟΝ ΣΤΑΘΜΩΝ ΑΝΤΑΡΚΤΙΚΗΣ	[6, 935, 202, 989]
dateline: ΑΒΑΝΑ, 21. (Ἀσσ. Πρές).—	[594, 591, 731, 603]
article-text: Τὸ πλοῖον μὲ τοὺς περιπλανωμένους πορτοκάλλους ἔφθασε τελικῶς εἰς τὸν λιμένα τῆς Νέας Ὑόρκης.	[594, 824, 778, 872]
article-text: Τὸ προσωπικὸν τῶν ἀμερικανικῶν ἐπιστημονικῶν σταθμῶν εἰς τὴν Ἀνταρκτικὴν ἀντικαθίσταται διὰ νέων ἐπιστημόνων.	[6, 995, 202, 1043]
article-body	[6, 87, 202, 197]
article	[1378, 178, 1562, 308]
dateline: ΑΘΗΝΑΙ, 21.—	[214, 819, 286, 831]
article-text: Ἡ πρώην αὐτοκράτειρα Σοράγια τοῦ Ἰρὰν ἐπισκέφθη χθὲς τὴν πόλιν καὶ ἐδήλωσεν ὅτι σκοπεύει νὰ ἐγκατασταθῇ εἰς τὴν Ἰταλίαν, ὅπου θὰ ἀναζητήσῃ νέαν κατοικίαν διὰ τὸν ἑαυτόν της καὶ τοὺς γονεῖς της.	[6, 263, 202, 335]
article-headline: ΑΘΡΟΑΙ ΑΠΟΔΡΑΣΕΙΣ ΕΚ ΤΩΝ ΦΥΛΑΚΩΝ ΤΟΥ ΦΙΝΤΕΛ ΚΑΣΤΡΟ	[594, 531, 778, 585]
dateline: ΜΟΣΧΑ, 21. (Ἀσσ. Πρές).—	[594, 693, 722, 705]
article-headline: ΕΟΡΤΑΣΤΙΚΑΙ ΕΚΔΗΛΩΣΕΙΣ ΤΗΝ 29 ΚΑΙ 30 ΑΥΓΟΥΣΤΟΥ ΕΠΙ ΤΗ ΕΠΕΤΕΙΩ ΤΩΝ ΝΙΚΩΝ ΓΡΑΜΜΟΥ ΚΑΙ ΒΙΤΣΙ	[214, 650, 582, 714]
